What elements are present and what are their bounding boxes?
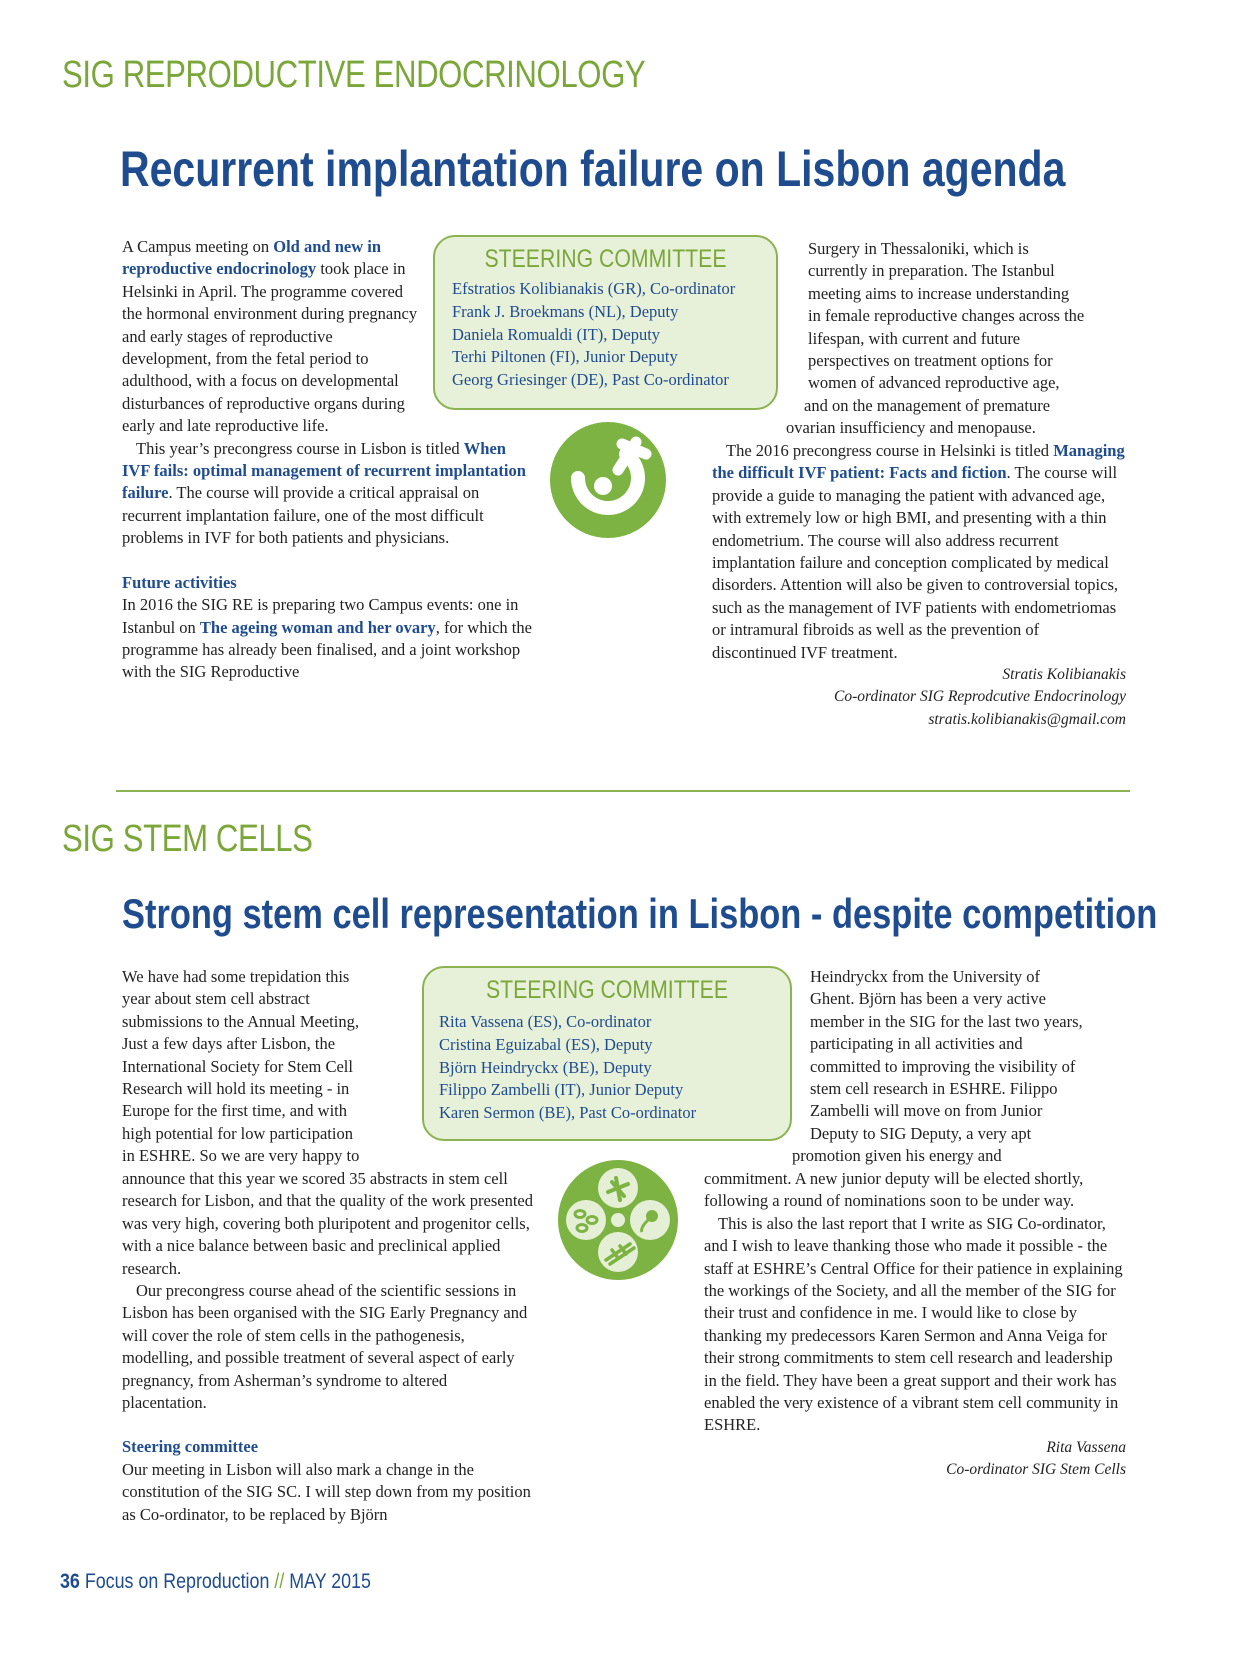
text-line: submissions to the Annual Meeting, xyxy=(122,1011,359,1031)
reproductive-endocrinology-icon xyxy=(548,420,668,540)
committee-member: Efstratios Kolibianakis (GR), Co-ordinator xyxy=(452,279,736,298)
highlight-when-ivf-fails: When IVF fails: optimal management of recurrent implantation failure xyxy=(122,438,526,503)
text: In 2016 the SIG RE is preparing two Campus events: one in Istanbul on xyxy=(122,595,519,637)
re-right-paragraph-2 xyxy=(712,440,1126,664)
text-line: promotion given his energy and xyxy=(792,1146,1002,1166)
re-left-paragraph-2 xyxy=(122,438,534,550)
text-line: high potential for low participation xyxy=(122,1123,353,1143)
committee-member: Terhi Piltonen (FI), Junior Deputy xyxy=(452,347,678,367)
publication-name: Focus on Reproduction xyxy=(84,1570,270,1593)
headline-recurrent-implantation: Recurrent implantation failure on Lisbon agenda xyxy=(120,141,1066,197)
text-line: Deputy to SIG Deputy, a very apt xyxy=(810,1123,1032,1143)
text-line: International Society for Stem Cell xyxy=(122,1056,353,1076)
signature-role: Co-ordinator SIG Stem Cells xyxy=(946,1461,1126,1479)
signature-role: Co-ordinator SIG Reprodcutive Endocrinology xyxy=(833,688,1126,706)
issue-date: MAY 2015 xyxy=(289,1570,371,1593)
sc-right-paragraph-1: commitment. A new junior deputy will be elected shortly, following a round of nominations soon to be under way. xyxy=(704,1169,1084,1211)
steering-committee-subhead: Steering committee xyxy=(122,1437,259,1457)
text-line: stem cell research in ESHRE. Filippo xyxy=(810,1079,1058,1099)
text-line: meeting aims to increase understanding xyxy=(808,283,1070,303)
sc-right-wrap xyxy=(792,966,1140,1168)
text-line: lifespan, with current and future xyxy=(808,328,1021,348)
text-line: in female reproductive changes across the xyxy=(808,306,1085,326)
committee-member: Filippo Zambelli (IT), Junior Deputy xyxy=(439,1080,684,1100)
text-line: and on the management of premature xyxy=(804,395,1051,415)
text: took place in Helsinki in April. The programme covered the hormonal environment during pregnancy and early stages of reproductive development, from the fetal period to adulthood, with a focus on developmental disturbances of reproductive organs during early and late reproductive life. xyxy=(122,259,418,436)
text-line: member in the SIG for the last two years, xyxy=(810,1011,1083,1031)
highlight-ageing-woman: The ageing woman and her ovary xyxy=(199,617,436,637)
text-line: ovarian insufficiency and menopause. xyxy=(786,418,1036,438)
re-left-paragraph-3 xyxy=(122,594,540,684)
text: , for which the programme has already been finalised, and a joint workshop with the SIG Reproductive xyxy=(122,617,532,682)
signature-name: Stratis Kolibianakis xyxy=(1002,666,1126,684)
text-line: in ESHRE. So we are very happy to xyxy=(122,1146,360,1166)
sc-left-wrap xyxy=(122,966,542,1168)
re-right-column xyxy=(712,440,1126,731)
committee-member: Daniela Romualdi (IT), Deputy xyxy=(452,324,661,344)
text-line: committed to improving the visibility of xyxy=(810,1056,1076,1076)
committee-member: Frank J. Broekmans (NL), Deputy xyxy=(452,301,679,321)
text: . The course will provide a critical appraisal on recurrent implantation failure, one of the most difficult problems in IVF for both patients and physicians. xyxy=(122,483,484,548)
text-line: Europe for the first time, and with xyxy=(122,1101,347,1121)
signature-email: stratis.kolibianakis@gmail.com xyxy=(928,710,1126,728)
page-number: 36 xyxy=(60,1570,80,1593)
text-line: Heindryckx from the University of xyxy=(810,967,1041,986)
text-line: participating in all activities and xyxy=(810,1034,1023,1054)
text-line: Surgery in Thessaloniki, which is xyxy=(808,239,1029,258)
highlight-managing-difficult: Managing the difficult IVF patient: Facts and fiction xyxy=(712,441,1125,483)
text-line: year about stem cell abstract xyxy=(122,989,310,1009)
text-line: Ghent. Björn has been a very active xyxy=(810,989,1046,1009)
section-tag-stem-cells: SIG STEM CELLS xyxy=(62,818,313,860)
re-left-column xyxy=(122,236,540,684)
section-tag-reproductive-endocrinology: SIG REPRODUCTIVE ENDOCRINOLOGY xyxy=(62,54,646,96)
text: A Campus meeting on xyxy=(122,237,274,256)
committee-member: Rita Vassena (ES), Co-ordinator xyxy=(439,1012,652,1031)
highlight-old-and-new: Old and new in reproductive endocrinology xyxy=(122,237,381,279)
re-left-paragraph-1 xyxy=(122,236,422,438)
sc-right-paragraph-2: This is also the last report that I write as SIG Co-ordinator, and I wish to leave thanking those who made it possible - the staff at ESHRE’s Central Office for their patience in explaining the workings of the Society, and all the member of the SIG for their trust and confidence in me. I would like to close by thanking my predecessors Karen Sermon and Anna Veiga for their strong commitments to stem cell research and leadership in the field. They have been a great support and their work has enabled the very existence of a vibrant stem cell community in ESHRE. xyxy=(704,1213,1123,1435)
text-line: We have had some trepidation this xyxy=(122,967,350,986)
text: The 2016 precongress course in Helsinki is titled xyxy=(726,441,1054,460)
text-line: Just a few days after Lisbon, the xyxy=(122,1034,336,1054)
signature-name: Rita Vassena xyxy=(1046,1438,1126,1456)
re-right-wrap xyxy=(786,238,1128,440)
text-line: Zambelli will move on from Junior xyxy=(810,1101,1043,1121)
committee-member: Georg Griesinger (DE), Past Co-ordinator xyxy=(452,370,729,390)
sc-right-column xyxy=(704,1168,1126,1482)
text-line: perspectives on treatment options for xyxy=(808,351,1053,371)
committee-member: Karen Sermon (BE), Past Co-ordinator xyxy=(439,1103,697,1123)
future-activities-subhead: Future activities xyxy=(122,572,237,592)
headline-strong-stem-cell: Strong stem cell representation in Lisbon - despite competition xyxy=(122,890,1158,937)
committee-member: Cristina Eguizabal (ES), Deputy xyxy=(439,1034,653,1054)
section-divider xyxy=(116,790,1130,792)
steering-committee-title: STEERING COMMITTEE xyxy=(484,245,727,273)
committee-member: Björn Heindryckx (BE), Deputy xyxy=(439,1057,652,1077)
text: This year’s precongress course in Lisbon is titled xyxy=(136,438,464,458)
sc-left-column xyxy=(122,1168,534,1526)
page-footer xyxy=(60,1570,371,1594)
sc-left-paragraph-1: announce that this year we scored 35 abstracts in stem cell research for Lisbon, and that the quality of the work presented was very high, covering both pluripotent and progenitor cells, with a nice balance between basic and preclinical applied research. xyxy=(122,1169,533,1278)
text-line: currently in preparation. The Istanbul xyxy=(808,261,1055,281)
sc-left-paragraph-2: Our precongress course ahead of the scientific sessions in Lisbon has been organised with the SIG Early Pregnancy and will cover the role of stem cells in the pathogenesis, modelling, and possible treatment of several aspect of early pregnancy, from Asherman’s syndrome to altered placentation. xyxy=(122,1281,528,1413)
text: . The course will provide a guide to managing the patient with advanced age, with extremely low or high BMI, and presenting with a thin endometrium. The course will also address recurrent implantation failure and conception complicated by medical disorders. Attention will also be given to controversial topics, such as the management of IVF patients with endometriomas or intramural fibroids as well as the prevention of discontinued IVF treatment. xyxy=(712,463,1119,662)
steering-committee-title: STEERING COMMITTEE xyxy=(485,976,729,1004)
sc-left-paragraph-3: Our meeting in Lisbon will also mark a change in the constitution of the SIG SC. I will step down from my position as Co-ordinator, to be replaced by Björn xyxy=(122,1459,531,1524)
text-line: women of advanced reproductive age, xyxy=(808,373,1060,393)
stem-cells-icon xyxy=(556,1158,680,1282)
footer-separator: // xyxy=(274,1570,285,1593)
text-line: Research will hold its meeting - in xyxy=(122,1079,350,1099)
